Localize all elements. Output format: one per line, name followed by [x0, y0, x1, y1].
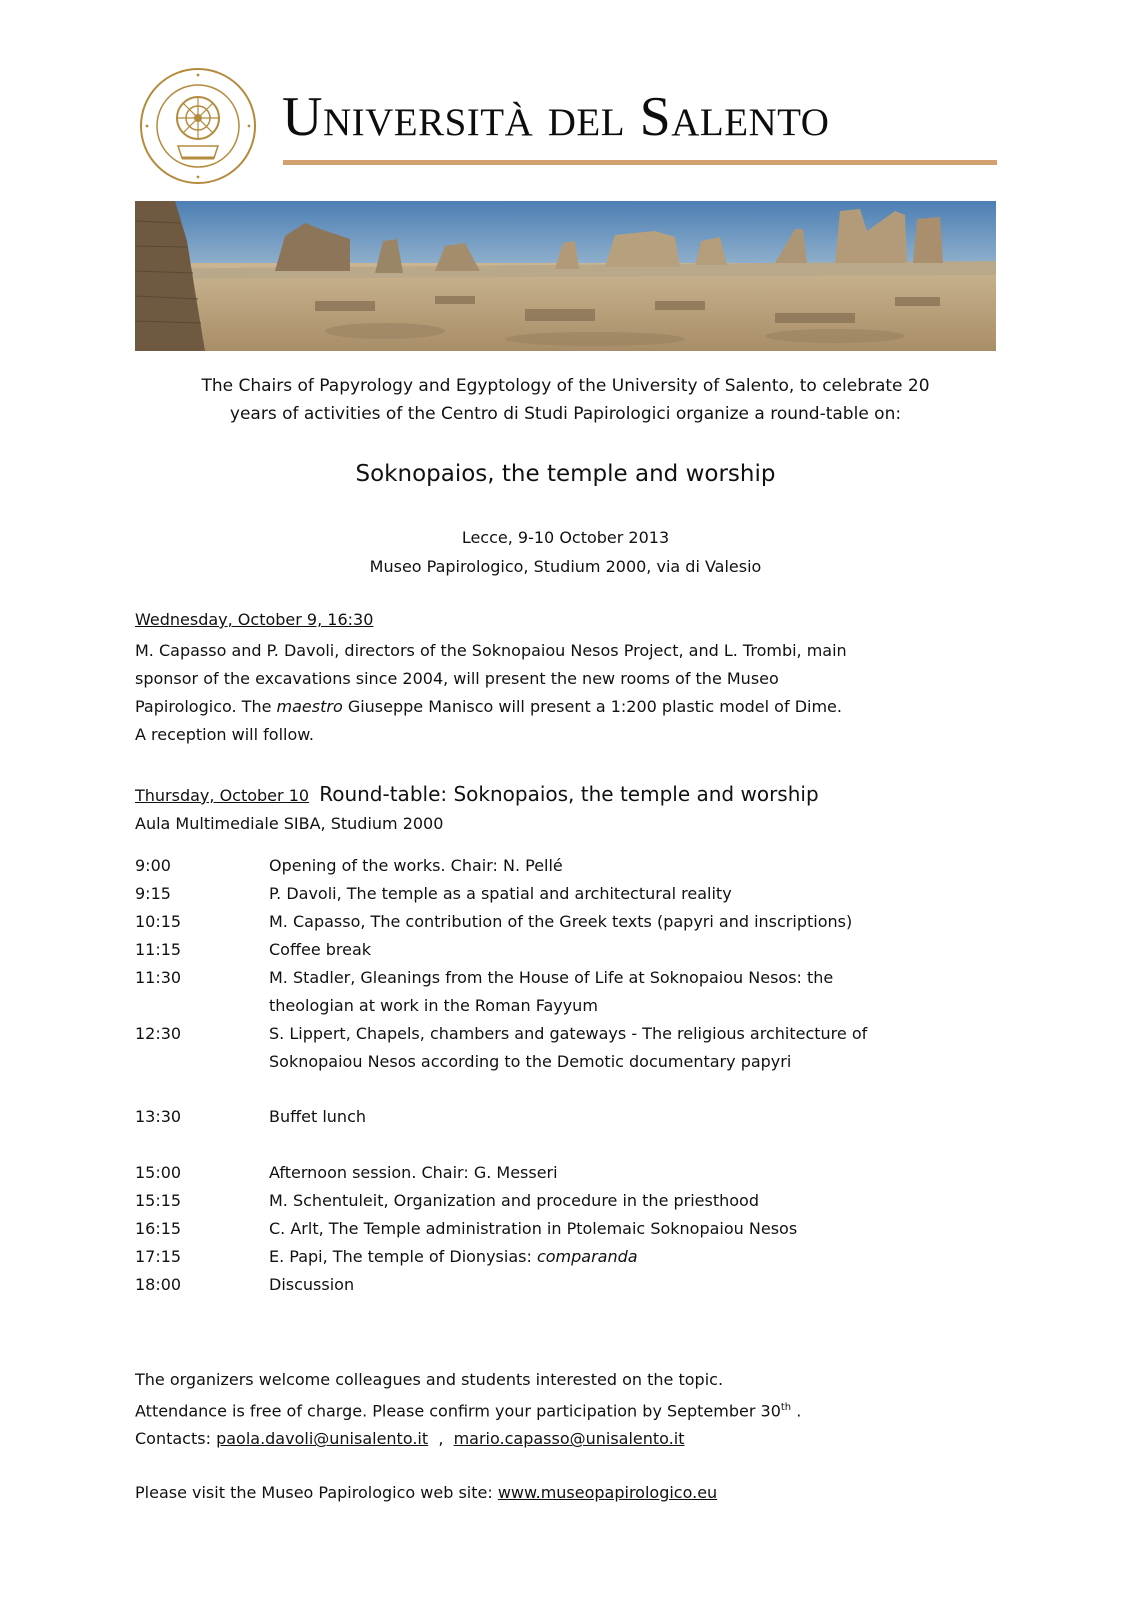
thursday-place: Aula Multimediale SIBA, Studium 2000 — [135, 814, 444, 833]
closing-line — [135, 1394, 995, 1425]
program-activity — [269, 964, 995, 1020]
program-activity: M. Capasso, The contribution of the Greek texts (papyri and inscriptions) — [269, 912, 853, 931]
roundtable-title: Round-table: Soknopaios, the temple and worship — [319, 782, 819, 806]
website-line — [135, 1480, 717, 1506]
program-activity — [269, 1243, 995, 1271]
program-activity: P. Davoli, The temple as a spatial and architectural reality — [269, 884, 732, 903]
closing-line: The organizers welcome colleagues and students interested on the topic. — [135, 1370, 724, 1389]
program-activity: Buffet lunch — [269, 1107, 367, 1126]
thursday-heading-line — [135, 780, 995, 810]
program-time: 12:30 — [135, 1024, 182, 1043]
program-time: 17:15 — [135, 1247, 182, 1266]
wednesday-line — [135, 693, 995, 721]
program-activity — [269, 1020, 995, 1076]
wednesday-line: M. Capasso and P. Davoli, directors of the Soknopaiou Nesos Project, and L. Trombi, main — [135, 641, 847, 660]
email-link-capasso[interactable]: mario.capasso@unisalento.it — [453, 1429, 685, 1449]
program-time: 9:00 — [135, 856, 171, 875]
contacts-separator: , — [428, 1429, 454, 1449]
event-place: Museo Papirologico, Studium 2000, via di Valesio — [369, 557, 762, 576]
contacts-line — [135, 1425, 995, 1453]
wednesday-line: A reception will follow. — [135, 725, 314, 744]
intro-line: years of activities of the Centro di Studi Papirologici organize a round-table on: — [229, 404, 902, 424]
program-time: 16:15 — [135, 1219, 182, 1238]
desert-ruins-panorama-image — [135, 201, 996, 351]
program-time: 15:15 — [135, 1191, 182, 1210]
wednesday-description — [135, 637, 995, 749]
intro-text — [135, 372, 996, 428]
program-time: 9:15 — [135, 884, 171, 903]
email-link-davoli[interactable]: paola.davoli@unisalento.it — [216, 1429, 429, 1449]
program-activity-line: M. Stadler, Gleanings from the House of Life at Soknopaiou Nesos: the — [269, 968, 834, 987]
program-time: 13:30 — [135, 1107, 182, 1126]
wednesday-heading: Wednesday, October 9, 16:30 — [135, 610, 374, 629]
wednesday-line: sponsor of the excavations since 2004, will present the new rooms of the Museo — [135, 669, 779, 688]
program-activity: Discussion — [269, 1275, 355, 1294]
program-time: 11:30 — [135, 968, 182, 987]
wednesday-text: Giuseppe Manisco will present a 1:200 plastic model of Dime. — [342, 697, 842, 716]
thursday-heading: Thursday, October 10 — [135, 786, 310, 805]
university-seal — [138, 66, 258, 186]
program-time: 10:15 — [135, 912, 182, 931]
university-name: Università del Salento — [282, 86, 830, 148]
closing-text-part: Attendance is free of charge. Please confirm your participation by September 30 — [135, 1401, 781, 1421]
contacts-label: Contacts: — [135, 1429, 217, 1449]
program-activity-line: theologian at work in the Roman Fayyum — [269, 996, 598, 1015]
closing-text — [135, 1366, 995, 1453]
website-label: Please visit the Museo Papirologico web site: — [135, 1483, 498, 1502]
ordinal-suffix: th — [780, 1402, 792, 1413]
program-activity: M. Schentuleit, Organization and procedure in the priesthood — [269, 1191, 759, 1210]
program-activity: Coffee break — [269, 940, 372, 959]
program-activity: Afternoon session. Chair: G. Messeri — [269, 1163, 558, 1182]
venue-info — [135, 523, 996, 581]
closing-text-part: . — [791, 1401, 802, 1421]
event-date: Lecce, 9-10 October 2013 — [461, 528, 670, 547]
program-activity-line: Soknopaiou Nesos according to the Demotic documentary papyri — [269, 1052, 792, 1071]
wednesday-text: Papirologico. The — [135, 697, 277, 716]
program-activity-text: E. Papi, The temple of Dionysias: — [269, 1247, 537, 1266]
program-activity: C. Arlt, The Temple administration in Ptolemaic Soknopaiou Nesos — [269, 1219, 798, 1238]
website-link[interactable]: www.museopapirologico.eu — [497, 1483, 718, 1502]
program-time: 18:00 — [135, 1275, 182, 1294]
topic-title: Soknopaios, the temple and worship — [355, 461, 776, 487]
intro-line: The Chairs of Papyrology and Egyptology of the University of Salento, to celebrate 20 — [201, 376, 930, 396]
program-time: 15:00 — [135, 1163, 182, 1182]
program-activity: Opening of the works. Chair: N. Pellé — [269, 856, 563, 875]
maestro-word: maestro — [276, 697, 343, 716]
program-time: 11:15 — [135, 940, 182, 959]
program-activity-emphasis: comparanda — [536, 1247, 638, 1266]
title-rule — [283, 160, 997, 165]
program-activity-line: S. Lippert, Chapels, chambers and gateways - The religious architecture of — [269, 1024, 868, 1043]
